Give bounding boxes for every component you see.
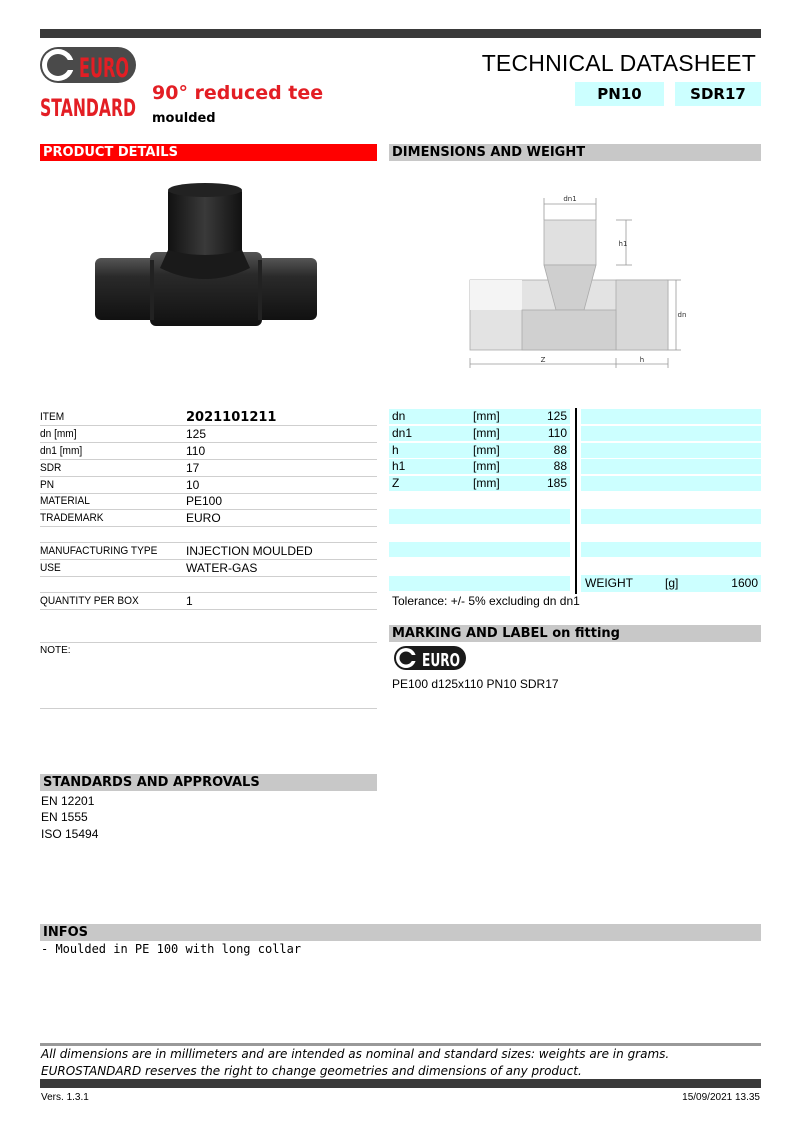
detail-key: MANUFACTURING TYPE: [40, 545, 158, 557]
dim-row-empty: [389, 509, 570, 524]
note-label: NOTE:: [40, 645, 71, 656]
dim-value: 88: [553, 443, 567, 457]
dim-value: 88: [553, 459, 567, 473]
pn-badge: PN10: [575, 82, 664, 106]
svg-text:Z: Z: [540, 356, 546, 364]
footer-separator: [40, 1043, 761, 1046]
dim-row-dn: [389, 409, 570, 424]
bottom-bar: [40, 1079, 761, 1088]
note-divider: [40, 708, 377, 709]
top-bar: [40, 29, 761, 38]
detail-key: ITEM: [40, 411, 65, 423]
svg-text:dn1: dn1: [563, 195, 577, 203]
dim-row-dn1: [389, 426, 570, 441]
detail-row-blank: [40, 576, 377, 593]
dim2-row-empty: [581, 409, 761, 424]
detail-row-quantity: [40, 593, 377, 610]
item-code: 2021101211: [186, 410, 277, 425]
eurostandard-logo: [40, 45, 140, 120]
document-title: TECHNICAL DATASHEET: [481, 50, 756, 76]
product-details-header: PRODUCT DETAILS: [40, 144, 377, 161]
dim-row-z: [389, 476, 570, 491]
dim-row-h1: [389, 459, 570, 474]
svg-text:h1: h1: [618, 240, 628, 248]
dim-name: dn: [392, 409, 406, 423]
detail-row-dn: [40, 426, 377, 443]
detail-value: WATER-GAS: [186, 561, 258, 575]
detail-row-material: [40, 493, 377, 510]
technical-drawing: [466, 190, 691, 368]
svg-text:EURO: EURO: [422, 650, 460, 671]
detail-row-use: [40, 560, 377, 577]
standard-item: EN 12201: [41, 794, 95, 808]
detail-key: MATERIAL: [40, 495, 90, 507]
detail-row-spacer: [40, 626, 377, 643]
detail-value: EURO: [186, 511, 221, 525]
dim-unit: [mm]: [473, 426, 500, 440]
standards-header: STANDARDS AND APPROVALS: [40, 774, 377, 791]
detail-key: dn1 [mm]: [40, 445, 83, 457]
marking-header: MARKING AND LABEL on fitting: [389, 625, 761, 642]
dim-name: h: [392, 443, 399, 457]
detail-value: 110: [186, 444, 206, 458]
info-item: - Moulded in PE 100 with long collar: [41, 942, 302, 956]
product-image: [90, 180, 322, 340]
detail-key: USE: [40, 562, 61, 574]
weight-label: WEIGHT: [585, 576, 633, 590]
detail-value: 10: [186, 478, 200, 492]
version: Vers. 1.3.1: [41, 1092, 89, 1103]
dim-row-h: [389, 443, 570, 458]
detail-row-manufacturing: [40, 543, 377, 560]
dim2-row-empty: [581, 443, 761, 458]
dim-value: 125: [546, 409, 567, 423]
weight-unit: [g]: [665, 576, 679, 590]
detail-value: 125: [186, 427, 207, 441]
standard-item: EN 1555: [41, 810, 88, 824]
detail-row-dn1: [40, 443, 377, 460]
detail-key: QUANTITY PER BOX: [40, 595, 139, 607]
detail-row-blank: [40, 526, 377, 543]
dim2-row-empty: [581, 459, 761, 474]
dim-name: Z: [392, 476, 400, 490]
product-title: 90° reduced tee: [152, 82, 324, 104]
detail-value: 17: [186, 461, 200, 475]
detail-key: dn [mm]: [40, 428, 77, 440]
detail-key: PN: [40, 479, 55, 491]
dim-unit: [mm]: [473, 409, 500, 423]
dim-unit: [mm]: [473, 443, 500, 457]
weight-value: 1600: [731, 576, 758, 590]
detail-row-pn: [40, 477, 377, 494]
tolerance-note: Tolerance: +/- 5% excluding dn dn1: [392, 594, 580, 608]
footer-disclaimer-2: EUROSTANDARD reserves the right to change geometries and dimensions of any product.: [41, 1064, 582, 1078]
dim-value: 110: [547, 426, 567, 440]
dimensions-weight-header: DIMENSIONS AND WEIGHT: [389, 144, 761, 161]
dim2-row-empty: [581, 509, 761, 524]
dim2-row-empty: [581, 476, 761, 491]
dim-row-empty: [389, 576, 570, 591]
detail-row-sdr: [40, 460, 377, 477]
svg-text:dn: dn: [677, 311, 687, 319]
dim2-row-empty: [581, 542, 761, 557]
dim-name: h1: [392, 459, 406, 473]
detail-key: SDR: [40, 462, 62, 474]
infos-header: INFOS: [40, 924, 761, 941]
table-divider: [575, 408, 577, 594]
dim-name: dn1: [392, 426, 413, 440]
detail-value: 1: [186, 594, 193, 608]
detail-value: PE100: [186, 494, 223, 508]
dim-unit: [mm]: [473, 476, 500, 490]
dim2-row-empty: [581, 426, 761, 441]
svg-text:EURO: EURO: [79, 53, 129, 84]
footer-disclaimer-1: All dimensions are in millimeters and are intended as nominal and standard sizes: weights are in grams.: [41, 1047, 670, 1061]
svg-text:STANDARD: STANDARD: [40, 94, 136, 120]
detail-value: INJECTION MOULDED: [186, 544, 313, 558]
product-subtitle: moulded: [152, 111, 216, 126]
standard-item: ISO 15494: [41, 827, 99, 841]
svg-text:h: h: [639, 356, 645, 364]
dim-row-empty: [389, 542, 570, 557]
marking-logo: [394, 645, 466, 671]
detail-key: TRADEMARK: [40, 512, 104, 524]
marking-text: PE100 d125x110 PN10 SDR17: [392, 677, 559, 691]
dim-value: 185: [546, 476, 567, 490]
dim-unit: [mm]: [473, 459, 500, 473]
date: 15/09/2021 13.35: [682, 1092, 760, 1103]
detail-row-trademark: [40, 510, 377, 527]
weight-row: [581, 575, 761, 592]
sdr-badge: SDR17: [675, 82, 761, 106]
detail-row-item: [40, 409, 377, 426]
